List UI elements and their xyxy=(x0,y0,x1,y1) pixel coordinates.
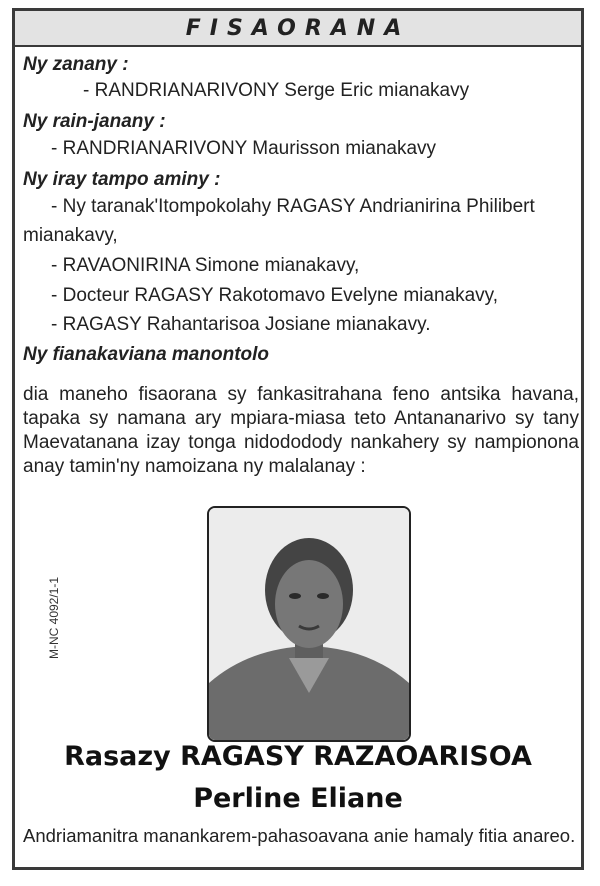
heading-fianakaviana: Ny fianakaviana manontolo xyxy=(23,344,270,365)
heading-zanany: Ny zanany : xyxy=(23,54,129,75)
list-item: - RAVAONIRINA Simone mianakavy, xyxy=(51,255,360,276)
paragraph-line: tapaka sy namana ary mpiara-miasa teto Antananarivo sy tany xyxy=(23,408,579,429)
notice-frame xyxy=(12,8,584,870)
reference-code: M-NC 4092/1-1 xyxy=(47,576,62,660)
list-item: - RAGASY Rahantarisoa Josiane mianakavy. xyxy=(51,314,431,335)
heading-iray-tampo: Ny iray tampo aminy : xyxy=(23,169,221,190)
list-item-continuation: mianakavy, xyxy=(23,225,118,246)
deceased-name-line2: Perline Eliane xyxy=(193,783,403,814)
list-item: - Ny taranak'Itompokolahy RAGASY Andrianirina Philibert xyxy=(51,196,535,217)
page-title: FISAORANA xyxy=(185,15,411,41)
list-item: - RANDRIANARIVONY Serge Eric mianakavy xyxy=(83,80,470,101)
list-item: - RANDRIANARIVONY Maurisson mianakavy xyxy=(51,138,437,159)
thanks-paragraph xyxy=(23,383,579,479)
paragraph-line: anay tamin'ny namoizana ny malalanay : xyxy=(23,456,366,477)
paragraph-line: dia maneho fisaorana sy fankasitrahana feno antsika havana, xyxy=(23,384,579,405)
heading-rain-janany: Ny rain-janany : xyxy=(23,111,166,132)
portrait-photo xyxy=(207,506,411,742)
deceased-name-line1: Rasazy RAGASY RAZAOARISOA xyxy=(64,741,532,772)
list-item: - Docteur RAGASY Rakotomavo Evelyne mianakavy, xyxy=(51,285,499,306)
paragraph-line: Maevatanana izay tonga nidododody nankahery sy nampionona xyxy=(23,432,579,453)
title-banner xyxy=(15,11,581,47)
closing-blessing: Andriamanitra manankarem-pahasoavana anie hamaly fitia anareo. xyxy=(23,825,576,846)
